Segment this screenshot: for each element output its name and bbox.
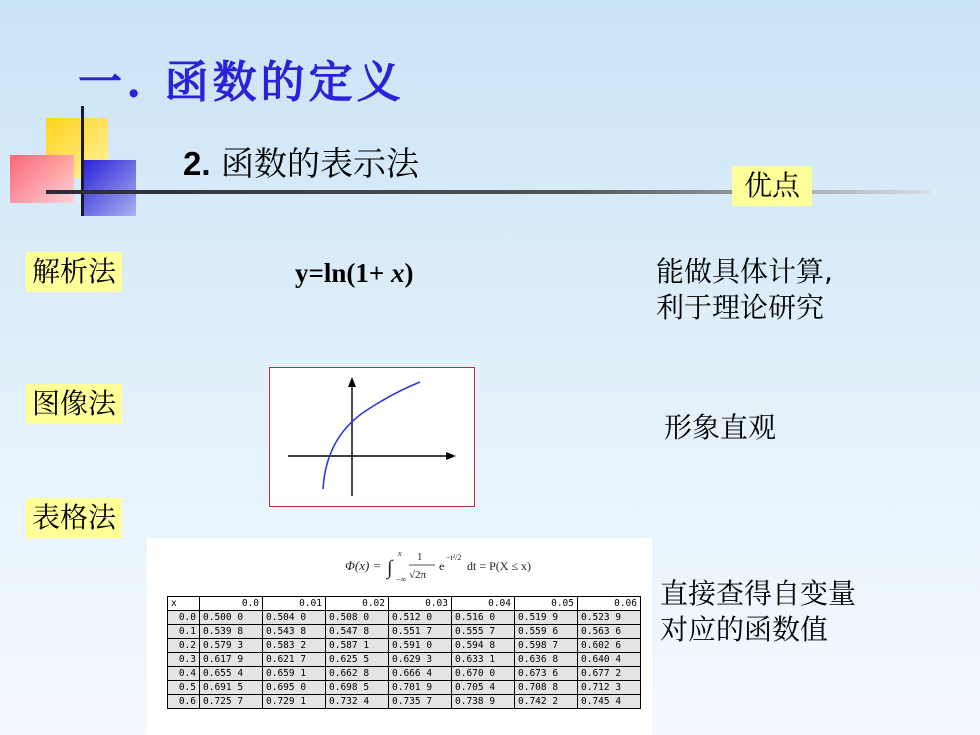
advantages-heading: 优点 (732, 166, 812, 206)
analytic-formula (295, 258, 414, 289)
table-cell: 0.677 2 (578, 667, 641, 681)
method-label-table: 表格法 (26, 498, 122, 538)
table-cell: 0.636 8 (515, 653, 578, 667)
table-cell: 0.559 6 (515, 625, 578, 639)
advantage-table-line1: 直接查得自变量 (660, 577, 857, 610)
table-cell: 0.670 0 (452, 667, 515, 681)
table-cell: 0.587 1 (326, 639, 389, 653)
table-cell: 0.583 2 (263, 639, 326, 653)
table-cell: 0.725 7 (200, 695, 263, 709)
formula-denominator: √2π (409, 569, 427, 581)
table-cell: 0.579 3 (200, 639, 263, 653)
table-cell: 0.03 (389, 597, 452, 611)
table-row (168, 639, 641, 653)
formula-exponent: −t²/2 (446, 553, 462, 562)
table-cell: 0.701 9 (389, 681, 452, 695)
subtitle-number: 2. (183, 145, 211, 182)
table-cell: 0.621 7 (263, 653, 326, 667)
decor-blue-block (84, 160, 136, 216)
table-header-row (168, 597, 641, 611)
table-cell: 0.539 8 (200, 625, 263, 639)
table-cell: 0.551 7 (389, 625, 452, 639)
table-cell: 0.504 0 (263, 611, 326, 625)
table-cell: 0.735 7 (389, 695, 452, 709)
table-cell: 0.742 2 (515, 695, 578, 709)
log-curve (323, 382, 420, 489)
table-cell: 0.745 4 (578, 695, 641, 709)
advantage-table (660, 576, 856, 648)
table-cell: 0.655 4 (200, 667, 263, 681)
table-cell: 0.06 (578, 597, 641, 611)
table-cell: 0.01 (263, 597, 326, 611)
table-cell: 0.629 3 (389, 653, 452, 667)
table-row (168, 653, 641, 667)
advantage-graph-line1: 形象直观 (664, 411, 777, 444)
decor-vertical-line (81, 106, 84, 216)
cdf-formula (147, 538, 652, 594)
formula-variable: x (391, 258, 405, 288)
formula-prefix: y=ln(1+ (295, 258, 392, 288)
table-cell: 0.4 (168, 667, 200, 681)
table-cell: 0.05 (515, 597, 578, 611)
table-cell: 0.640 4 (578, 653, 641, 667)
normal-table-panel (147, 538, 652, 735)
table-row (168, 625, 641, 639)
formula-phi-lhs: Φ(x) = (345, 558, 382, 573)
method-label-analytic: 解析法 (26, 252, 122, 292)
slide-title: 一. 函数的定义 (78, 57, 405, 108)
table-cell: 0.691 5 (200, 681, 263, 695)
table-cell: 0.617 9 (200, 653, 263, 667)
advantage-graph (664, 410, 776, 446)
y-axis-arrow (348, 377, 356, 387)
table-cell: 0.508 0 (326, 611, 389, 625)
table-cell: 0.563 6 (578, 625, 641, 639)
table-cell: 0.732 4 (326, 695, 389, 709)
table-cell: 0.625 5 (326, 653, 389, 667)
table-cell: 0.512 0 (389, 611, 452, 625)
table-row (168, 695, 641, 709)
table-cell: 0.3 (168, 653, 200, 667)
table-cell: 0.6 (168, 695, 200, 709)
table-cell: 0.516 0 (452, 611, 515, 625)
table-cell: 0.0 (168, 611, 200, 625)
table-cell: 0.659 1 (263, 667, 326, 681)
table-cell: 0.712 3 (578, 681, 641, 695)
table-cell: 0.705 4 (452, 681, 515, 695)
subtitle-text: 函数的表示法 (210, 144, 420, 183)
formula-suffix: ) (404, 258, 414, 288)
table-cell: x (168, 597, 200, 611)
table-cell: 0.500 0 (200, 611, 263, 625)
table-cell: 0.598 7 (515, 639, 578, 653)
table-cell: 0.0 (200, 597, 263, 611)
table-cell: 0.02 (326, 597, 389, 611)
table-cell: 0.5 (168, 681, 200, 695)
formula-rhs: dt = P(X ≤ x) (467, 559, 532, 573)
table-cell: 0.695 0 (263, 681, 326, 695)
formula-numerator: 1 (417, 551, 423, 563)
normal-distribution-table (167, 596, 641, 709)
method-label-graph: 图像法 (26, 384, 122, 424)
table-cell: 0.555 7 (452, 625, 515, 639)
formula-exp-base: e (439, 559, 445, 573)
table-cell: 0.666 4 (389, 667, 452, 681)
table-cell: 0.523 9 (578, 611, 641, 625)
table-cell: 0.519 9 (515, 611, 578, 625)
x-axis-arrow (446, 452, 456, 460)
table-cell: 0.633 1 (452, 653, 515, 667)
graph-panel (269, 367, 475, 507)
graph-svg (270, 368, 474, 506)
table-cell: 0.708 8 (515, 681, 578, 695)
formula-lower-limit: −∞ (396, 575, 407, 584)
table-cell: 0.738 9 (452, 695, 515, 709)
formula-upper-limit: x (398, 549, 402, 558)
decor-red-block (10, 155, 74, 203)
slide-subtitle (183, 138, 419, 185)
table-cell: 0.729 1 (263, 695, 326, 709)
advantage-analytic-line2: 利于理论研究 (656, 291, 825, 324)
table-cell: 0.2 (168, 639, 200, 653)
formula-integral: ∫ (387, 557, 393, 579)
table-cell: 0.662 8 (326, 667, 389, 681)
table-row (168, 611, 641, 625)
table-cell: 0.1 (168, 625, 200, 639)
table-cell: 0.602 6 (578, 639, 641, 653)
table-cell: 0.543 8 (263, 625, 326, 639)
table-cell: 0.673 6 (515, 667, 578, 681)
advantage-analytic-line1: 能做具体计算, (656, 255, 833, 288)
table-cell: 0.594 8 (452, 639, 515, 653)
table-cell: 0.547 8 (326, 625, 389, 639)
table-cell: 0.04 (452, 597, 515, 611)
advantage-analytic (656, 254, 833, 326)
table-row (168, 667, 641, 681)
table-cell: 0.591 0 (389, 639, 452, 653)
table-cell: 0.698 5 (326, 681, 389, 695)
advantage-table-line2: 对应的函数值 (660, 613, 829, 646)
table-row (168, 681, 641, 695)
